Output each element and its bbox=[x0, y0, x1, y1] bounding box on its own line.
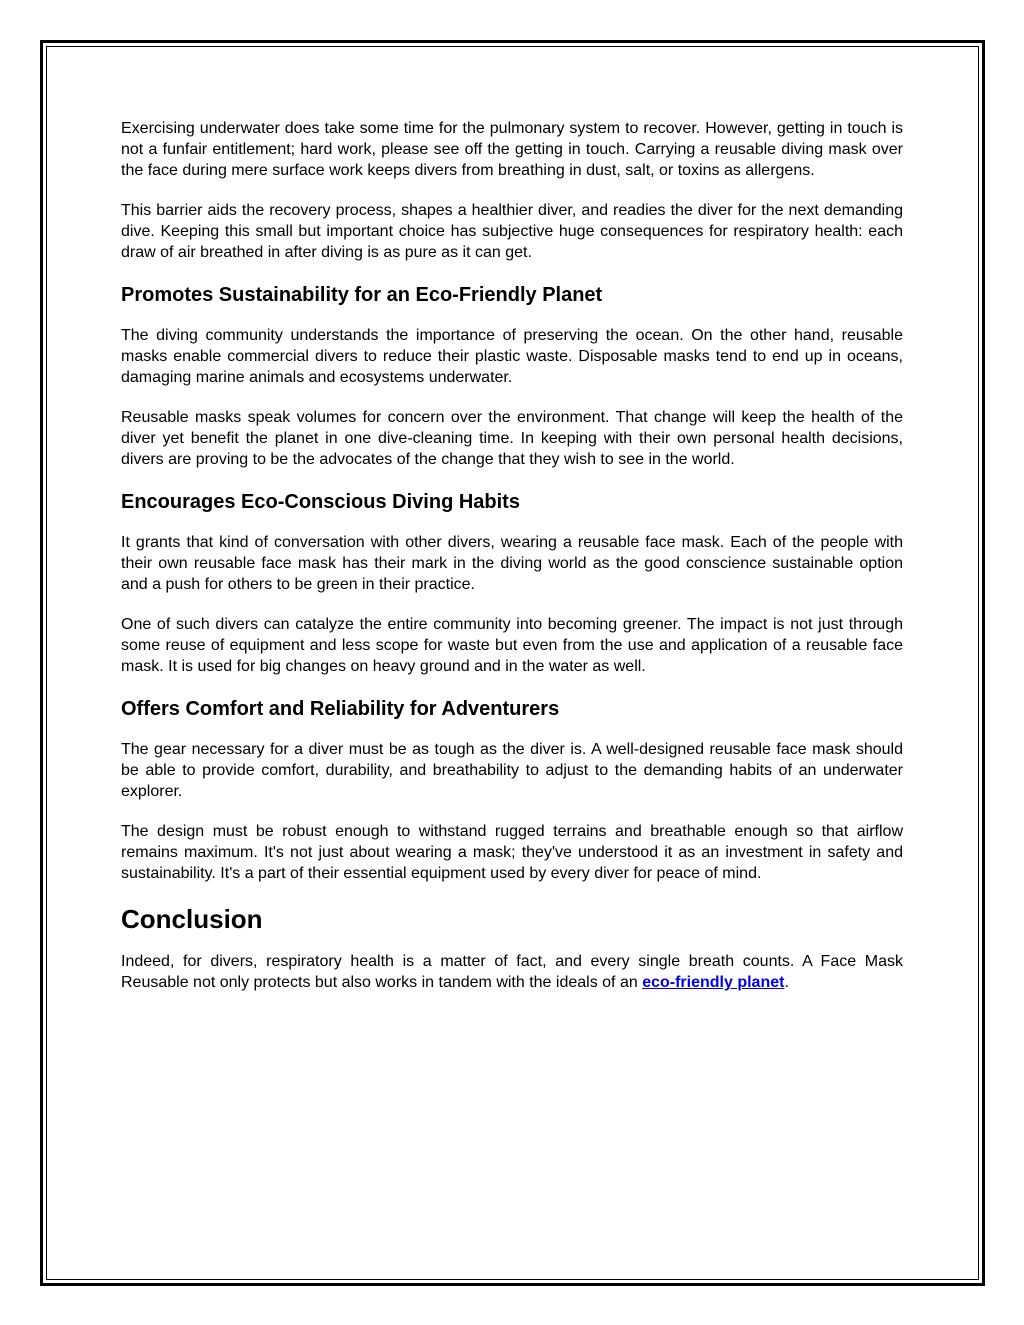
sustainability-paragraph-2: Reusable masks speak volumes for concern over the environment. That change will keep the health of the diver yet benefit the planet in one dive-cleaning time. In keeping with their own personal health decisions, divers are proving to be the advocates of the change that they wish to see in the world. bbox=[121, 409, 903, 468]
sustainability-paragraph-1: The diving community understands the importance of preserving the ocean. On the other hand, reusable masks enable commercial divers to reduce their plastic waste. Disposable masks tend to end up in oceans, damaging marine animals and ecosystems underwater. bbox=[121, 327, 903, 386]
comfort-paragraph-2: The design must be robust enough to withstand rugged terrains and breathable enough so that airflow remains maximum. It's not just about wearing a mask; they've understood it as an investment in safety and sustainability. It's a part of their essential equipment used by every diver for peace of mind. bbox=[121, 823, 903, 882]
intro-paragraph-1: Exercising underwater does take some time for the pulmonary system to recover. However, getting in touch is not a funfair entitlement; hard work, please see off the getting in touch. Carrying a reusable diving mask over the face during mere surface work keeps divers from breathing in dust, salt, or toxins as allergens. bbox=[121, 120, 903, 179]
conclusion-paragraph bbox=[121, 951, 903, 993]
eco-habits-paragraph-1: It grants that kind of conversation with other divers, wearing a reusable face mask. Each of the people with their own reusable face mask has their mark in the diving world as the good conscience sustainable option and a push for others to be green in their practice. bbox=[121, 534, 903, 593]
section-heading-sustainability: Promotes Sustainability for an Eco-Friendly Planet bbox=[121, 284, 603, 306]
section-heading-eco-habits: Encourages Eco-Conscious Diving Habits bbox=[121, 491, 520, 513]
conclusion-text: Indeed, for divers, respiratory health is a matter of fact, and every single breath counts. A Face Mask Reusable not only protects but also works in tandem with the ideals of an bbox=[121, 953, 903, 991]
intro-paragraph-2: This barrier aids the recovery process, shapes a healthier diver, and readies the diver for the next demanding dive. Keeping this small but important choice has subjective huge consequences for respiratory health: each draw of air breathed in after diving is as pure as it can get. bbox=[121, 202, 903, 261]
section-heading-comfort: Offers Comfort and Reliability for Adventurers bbox=[121, 698, 560, 720]
eco-friendly-planet-link[interactable]: eco-friendly planet bbox=[642, 974, 785, 991]
document-body bbox=[121, 118, 903, 1012]
conclusion-heading: Conclusion bbox=[121, 904, 263, 934]
conclusion-text-end: . bbox=[784, 974, 789, 991]
comfort-paragraph-1: The gear necessary for a diver must be as tough as the diver is. A well-designed reusable face mask should be able to provide comfort, durability, and breathability to adjust to the demanding habits of an underwater explorer. bbox=[121, 741, 903, 800]
eco-habits-paragraph-2: One of such divers can catalyze the entire community into becoming greener. The impact is not just through some reuse of equipment and less scope for waste but even from the use and application of a reusable face mask. It is used for big changes on heavy ground and in the water as well. bbox=[121, 616, 903, 675]
